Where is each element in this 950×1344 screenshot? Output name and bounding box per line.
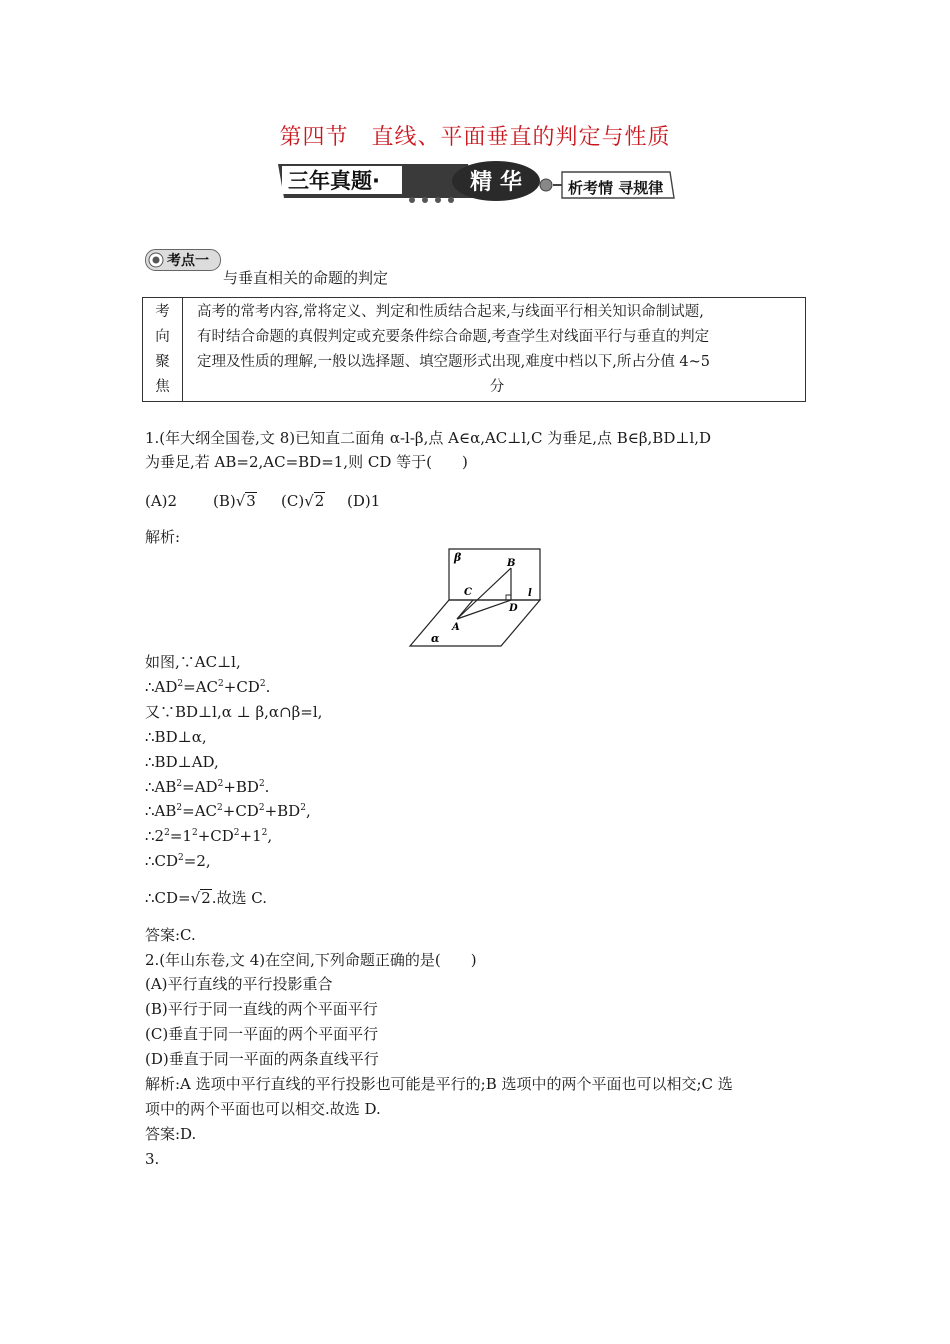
q2-answer: 答案:D. xyxy=(145,1125,197,1143)
banner-right-text: 析考情 寻规律 xyxy=(568,179,664,197)
q3-number: 3. xyxy=(145,1150,160,1168)
q2-stem: 2.(年山东卷,文 4)在空间,下列命题正确的是( ) xyxy=(145,951,477,969)
q1-option-c-prefix: (C) xyxy=(281,492,305,510)
q1-solution-line: $\therefore AB^2=AC^2+CD^2+BD^2$, xyxy=(145,802,311,820)
banner-seal-text: 精 华 xyxy=(470,170,522,195)
q1-option-b-prefix: (B) xyxy=(213,492,236,510)
q2-option: (C)垂直于同一平面的两个平面平行 xyxy=(145,1025,379,1043)
q1-option-b xyxy=(213,491,257,511)
focus-table xyxy=(142,297,806,402)
banner-dot-icon xyxy=(448,197,454,203)
bullet-dot-icon xyxy=(153,257,160,264)
right-angle-mark xyxy=(506,595,511,600)
banner-dot-icon xyxy=(409,197,415,203)
q1-answer: 答案:C. xyxy=(145,926,196,944)
label-l: l xyxy=(528,588,532,599)
label-D: D xyxy=(509,603,518,614)
focus-label-cell xyxy=(143,298,183,402)
q1-final-step xyxy=(145,888,267,908)
q1-solution-line: $\therefore 2^2=1^2+CD^2+1^2$, xyxy=(145,827,273,845)
q1-final-prefix: ∴CD= xyxy=(145,889,191,907)
q1-solution-line: 又∵BD⊥l,α ⊥ β,α∩β=l, xyxy=(145,703,323,721)
focus-label-char: 考 xyxy=(155,304,170,320)
kaodian-tag-text: 考点一 xyxy=(167,253,209,269)
sqrt-icon: √ xyxy=(235,492,246,510)
q1-option-d: (D)1 xyxy=(347,492,381,510)
q2-option: (B)平行于同一直线的两个平面平行 xyxy=(145,1000,378,1018)
q2-option: (A)平行直线的平行投影重合 xyxy=(145,975,333,993)
q1-option-c xyxy=(281,491,325,511)
q1-stem-line2: 为垂足,若 AB=2,AC=BD=1,则 CD 等于( ) xyxy=(145,453,468,471)
q1-solution-line: $\therefore AD^2=AC^2+CD^2$. xyxy=(145,678,271,696)
kaodian-tag xyxy=(145,249,221,271)
plane-alpha xyxy=(410,600,540,646)
focus-line: 高考的常考内容,常将定义、判定和性质结合起来,与线面平行相关知识命制试题, xyxy=(197,304,704,320)
q1-final-suffix: .故选 C. xyxy=(211,889,267,907)
section-title: 第四节 直线、平面垂直的判定与性质 xyxy=(279,125,671,150)
focus-line: 分 xyxy=(489,379,505,395)
q2-option: (D)垂直于同一平面的两条直线平行 xyxy=(145,1050,379,1068)
q1-solution-line: $\therefore CD^2=2$, xyxy=(145,852,211,870)
q1-solution-line: $\therefore AB^2=AD^2+BD^2$. xyxy=(145,778,270,796)
q2-analysis-line1: 解析:A 选项中平行直线的平行投影也可能是平行的;B 选项中的两个平面也可以相交;C 选 xyxy=(145,1075,733,1093)
q1-final-radicand: 2 xyxy=(201,889,211,907)
q1-solution-line: ∴BD⊥AD, xyxy=(145,753,219,771)
section-banner xyxy=(270,160,680,204)
focus-line: 定理及性质的理解,一般以选择题、填空题形式出现,难度中档以下,所占分值 4~5 xyxy=(197,354,711,370)
focus-label-char: 向 xyxy=(155,329,170,345)
focus-label-char: 焦 xyxy=(155,379,170,395)
banner-dot-icon xyxy=(422,197,428,203)
q1-option-c-radicand: 2 xyxy=(314,492,325,510)
label-alpha: α xyxy=(431,632,440,645)
q2-analysis-line2: 项中的两个平面也可以相交.故选 D. xyxy=(145,1100,381,1118)
focus-content-cell xyxy=(183,298,806,402)
label-A: A xyxy=(452,622,460,633)
banner-dot-icon xyxy=(435,197,441,203)
sqrt-icon: √ xyxy=(190,889,201,907)
banner-main-text: 三年真题· xyxy=(288,169,380,193)
q1-analysis-label: 解析: xyxy=(145,528,181,546)
focus-line: 有时结合命题的真假判定或充要条件综合命题,考查学生对线面平行与垂直的判定 xyxy=(197,329,710,345)
q1-solution-line: ∴BD⊥α, xyxy=(145,728,207,746)
q1-option-b-radicand: 3 xyxy=(246,492,256,510)
dihedral-angle-figure xyxy=(405,545,547,650)
q1-stem-line1: 1.(年大纲全国卷,文 8)已知直二面角 α-l-β,点 A∈α,AC⊥l,C 为垂足,点 B∈β,BD⊥l,D xyxy=(145,429,712,447)
focus-label-char: 聚 xyxy=(155,354,170,370)
kaodian-heading: 与垂直相关的命题的判定 xyxy=(223,269,389,287)
label-C: C xyxy=(464,587,472,598)
banner-knob-icon xyxy=(540,179,552,191)
q1-option-a: (A)2 xyxy=(145,492,178,510)
sqrt-icon: √ xyxy=(304,492,314,510)
label-beta: β xyxy=(454,551,462,564)
plane-beta xyxy=(449,549,540,600)
label-B: B xyxy=(507,558,516,569)
q1-solution-line: 如图,∵AC⊥l, xyxy=(145,653,241,671)
